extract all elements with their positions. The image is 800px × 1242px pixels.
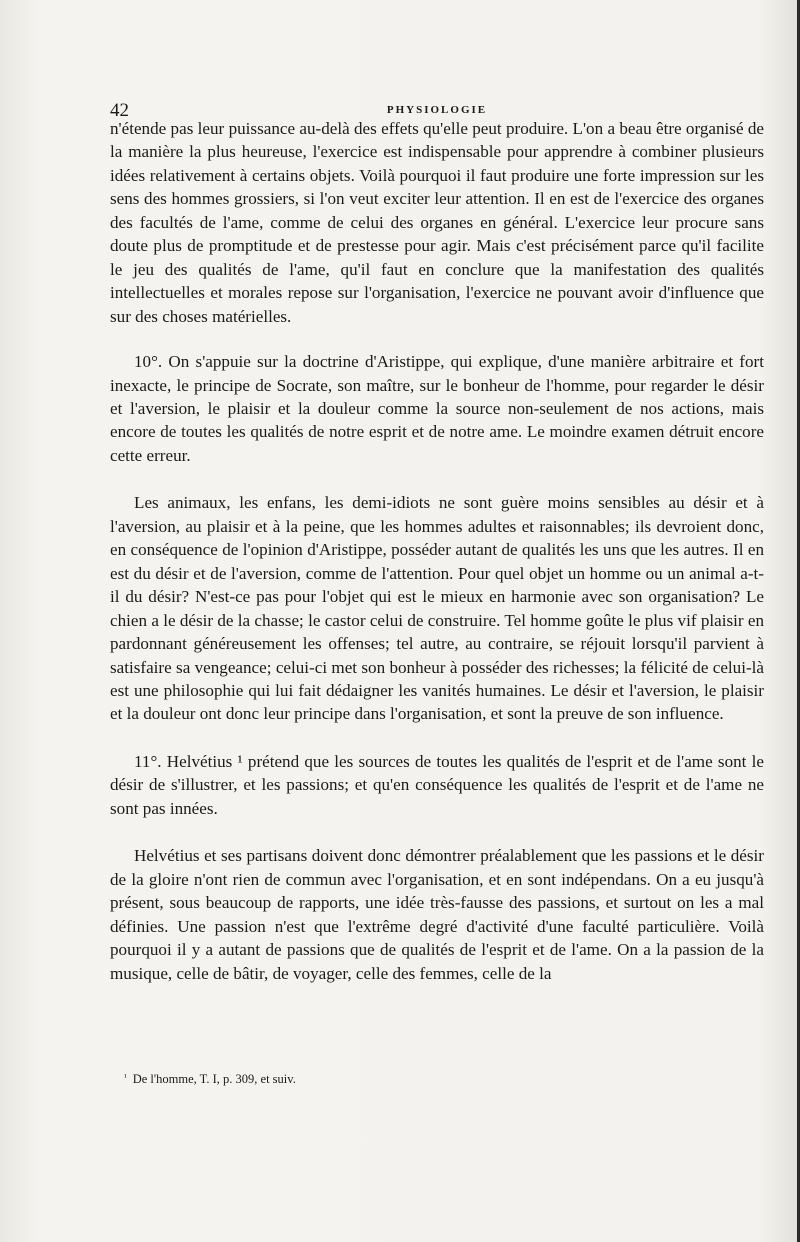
paragraph: n'étende pas leur puissance au-delà des effets qu'elle peut produire. L'on a beau être organisé de la manière la plus heureuse, l'exercice est indispensable pour apprendre à combiner plusieurs idées relativement à certains objets. Voilà pourquoi il faut produire une forte impression sur les sens des hommes grossiers, si l'on veut exciter leur attention. Il en est de l'exercice des organes des facultés de l'ame, comme de celui des organes en général. L'exercice leur procure sans doute plus de promptitude et de prestesse pour agir. Mais c'est précisément parce qu'il facilite le jeu des qualités de l'ame, qu'il faut en conclure que la manifestation des qualités intellectuelles et morales repose sur l'organisation, l'exercice ne pouvant avoir d'influence que sur des choses matérielles.	[110, 119, 764, 326]
page-number: 42	[110, 100, 129, 121]
paragraph-point-11: 11°. Helvétius ¹ prétend que les sources de toutes les qualités de l'esprit et de l'ame sont le désir de s'illustrer, et les passions; et qu'en conséquence les qualités de l'esprit et de l'ame ne sont pas innées.	[110, 751, 764, 818]
paragraph-point-10: 10°. On s'appuie sur la doctrine d'Aristippe, qui explique, d'une manière arbitraire et fort inexacte, le principe de Socrate, son maître, sur le bonheur de l'homme, pour regarder le désir et l'aversion, le plaisir et la douleur comme la source non-seulement de nos actions, mais encore de toutes les qualités de notre esprit et de notre ame. Le moindre examen détruit encore cette erreur.	[110, 352, 764, 465]
footnote-text: De l'homme, T. I, p. 309, et suiv.	[132, 1072, 296, 1086]
running-head: PHYSIOLOGIE	[386, 104, 488, 116]
footnote	[124, 1072, 296, 1087]
paragraph: Les animaux, les enfans, les demi-idiots ne sont guère moins sensibles au désir et à l'aversion, au plaisir et à la peine, que les hommes adultes et raisonnables; ils devroient donc, en conséquence de l'opinion d'Aristippe, posséder autant de qualités les uns que les autres. Il en est du désir et de l'aversion, comme de l'attention. Pour quel objet un homme ou un animal a-t-il du désir? N'est-ce pas pour l'objet qui est le mieux en harmonie avec son organisation? Le chien a le désir de la chasse; le castor celui de construire. Tel homme goûte le plus vif plaisir en pardonnant généreusement les offenses; tel autre, au contraire, se réjouit lorsqu'il parvient à satisfaire sa vengeance; celui-ci met son bonheur à posséder des richesses; la félicité de celui-là est une philosophie qui lui fait dédaigner les vanités humaines. Le désir et l'aversion, le plaisir et la douleur ont donc leur principe dans l'organisation, et sont la preuve de son influence.	[110, 493, 764, 724]
body-text	[110, 117, 764, 1009]
footnote-marker: ¹	[124, 1072, 127, 1082]
paragraph: Helvétius et ses partisans doivent donc démontrer préalablement que les passions et le désir de la gloire n'ont rien de commun avec l'organisation, et en sont indépendans. On a eu jusqu'à présent, sous beaucoup de rapports, une idée très-fausse des passions, et surtout on les a mal définies. Une passion n'est que l'extrême degré d'activité d'une faculté particulière. Voilà pourquoi il y a autant de passions que de qualités de l'esprit et de l'ame. On a la passion de la musique, celle de bâtir, de voyager, celle des femmes, celle de la	[110, 846, 764, 983]
